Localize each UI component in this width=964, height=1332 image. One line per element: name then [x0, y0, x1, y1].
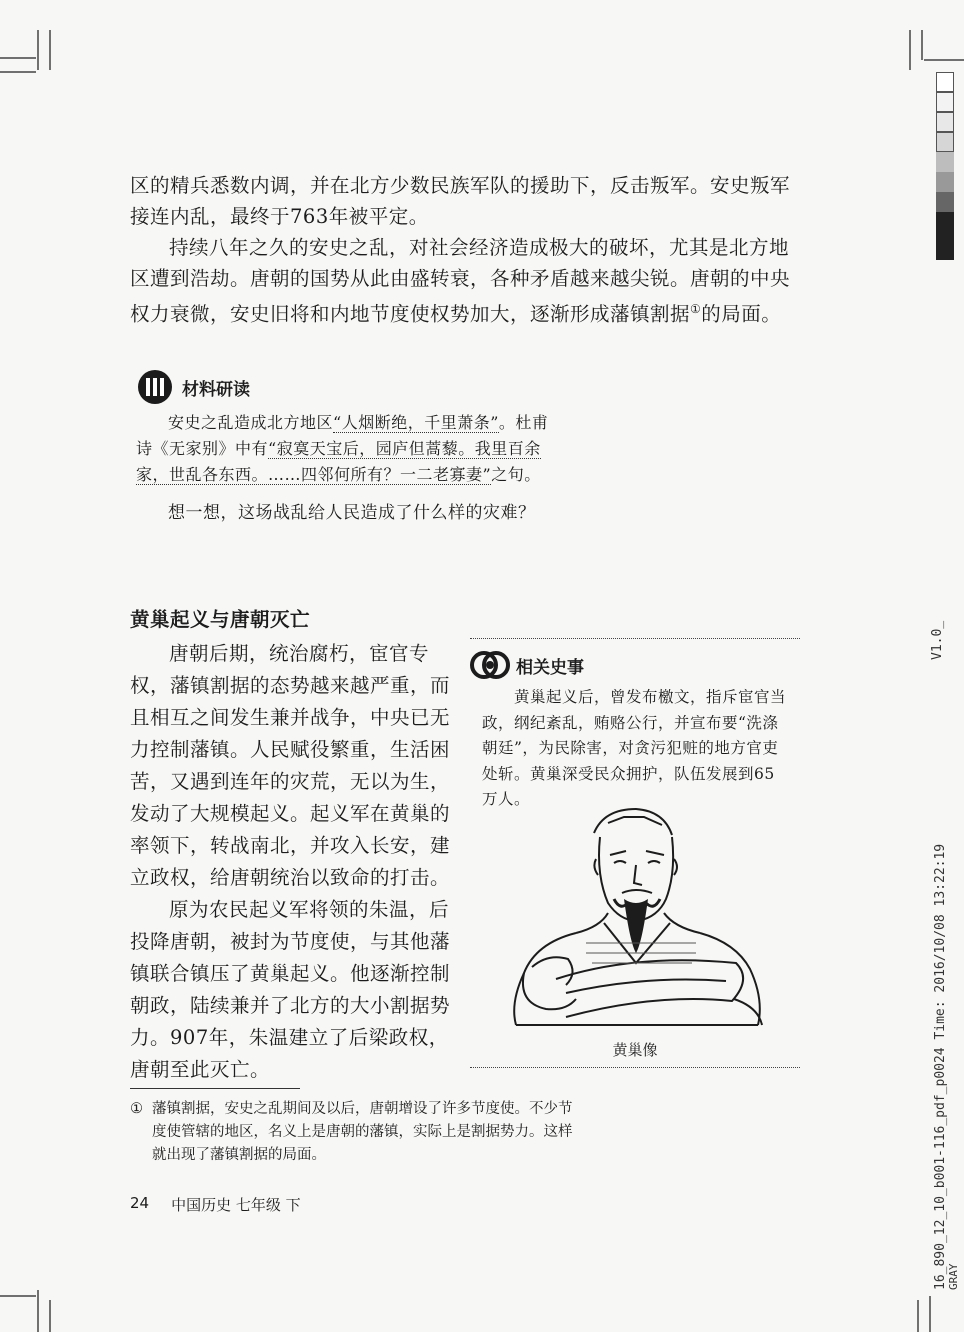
margin-code-gray: GRAY	[947, 1263, 960, 1290]
page-footer	[130, 1194, 301, 1215]
footnote	[130, 1098, 582, 1167]
material-quote-2: “寂寞天宝后，园庐但蒿藜。我里百余家，世乱各东西。……四邻何所有？一二老寡妻”	[136, 439, 541, 484]
page-number: 24	[130, 1194, 150, 1212]
related-events-box	[470, 638, 800, 1068]
footnote-text: 藩镇割据，安史之乱期间及以后，唐朝增设了许多节度使。不少节度使管辖的地区，名义上是唐朝的藩镇，实际上是割据势力。这样就出现了藩镇割据的局面。	[152, 1101, 573, 1163]
material-quote-1: “人烟断绝，千里萧条”	[333, 413, 499, 432]
book-title: 中国历史 七年级 下	[171, 1196, 301, 1214]
material-quote	[136, 410, 556, 488]
intro-paragraph-1: 区的精兵悉数内调，并在北方少数民族军队的援助下，反击叛军。安史叛军接连内乱，最终于763年被平定。	[130, 174, 791, 228]
material-reading-icon	[136, 368, 174, 406]
material-text-1: 安史之乱造成北方地区	[168, 413, 334, 432]
intro-paragraph-2-text: 持续八年之久的安史之乱，对社会经济造成极大的破坏，尤其是北方地区遭到浩劫。唐朝的国势从此由盛转衰，各种矛盾越来越尖锐。唐朝的中央权力衰微，安史旧将和内地节度使权势加大，逐渐形成藩镇割据	[130, 236, 791, 326]
intro-text	[130, 170, 802, 330]
material-text-2: 。杜甫诗《无家别》中有	[136, 413, 549, 458]
related-title: 相关史事	[516, 657, 584, 678]
material-think: 想一想，这场战乱给人民造成了什么样的灾难？	[168, 503, 536, 523]
related-header	[470, 647, 800, 683]
footnote-ref: ①	[690, 302, 702, 316]
portrait-caption: 黄巢像	[612, 1041, 658, 1059]
footnote-mark: ①	[130, 1101, 143, 1117]
calibration-strip	[936, 72, 954, 256]
footnote-rule	[130, 1088, 300, 1089]
material-title: 材料研读	[182, 379, 250, 400]
huang-chao-portrait	[496, 803, 776, 1031]
intro-paragraph-2-end: 的局面。	[701, 302, 782, 326]
material-text-3: 之句。	[491, 465, 541, 484]
section-heading: 黄巢起义与唐朝灭亡	[130, 608, 311, 631]
related-text: 黄巢起义后，曾发布檄文，指斥宦官当政，纲纪紊乱，贿赂公行，并宣布要“洗涤朝廷”，为民除害，对贪污犯赃的地方官吏处斩。黄巢深受民众拥护，队伍发展到65万人。	[482, 688, 787, 808]
margin-code-bottom: 16_890_12_10_b001-116_pdf_p0024 Time: 2016/10/08 13:22:19	[933, 843, 948, 1290]
material-reading-box	[136, 368, 556, 527]
related-events-icon	[470, 647, 510, 683]
material-header	[136, 368, 556, 406]
section-body	[130, 638, 458, 1086]
section-paragraph-2: 原为农民起义军将领的朱温，后投降唐朝，被封为节度使，与其他藩镇联合镇压了黄巢起义。他逐渐控制朝政，陆续兼并了北方的大小割据势力。907年，朱温建立了后梁政权，唐朝至此灭亡。	[130, 898, 451, 1081]
section-paragraph-1: 唐朝后期，统治腐朽，宦官专权，藩镇割据的态势越来越严重，而且相互之间发生兼并战争，中央已无力控制藩镇。人民赋役繁重，生活困苦，又遇到连年的灾荒，无以为生，发动了大规模起义。起义军在黄巢的率领下，转战南北，并攻入长安，建立政权，给唐朝统治以致命的打击。	[130, 642, 451, 889]
beard	[624, 899, 648, 953]
intro-paragraph-2	[130, 232, 802, 330]
margin-code-top: V1.0_	[930, 620, 945, 660]
